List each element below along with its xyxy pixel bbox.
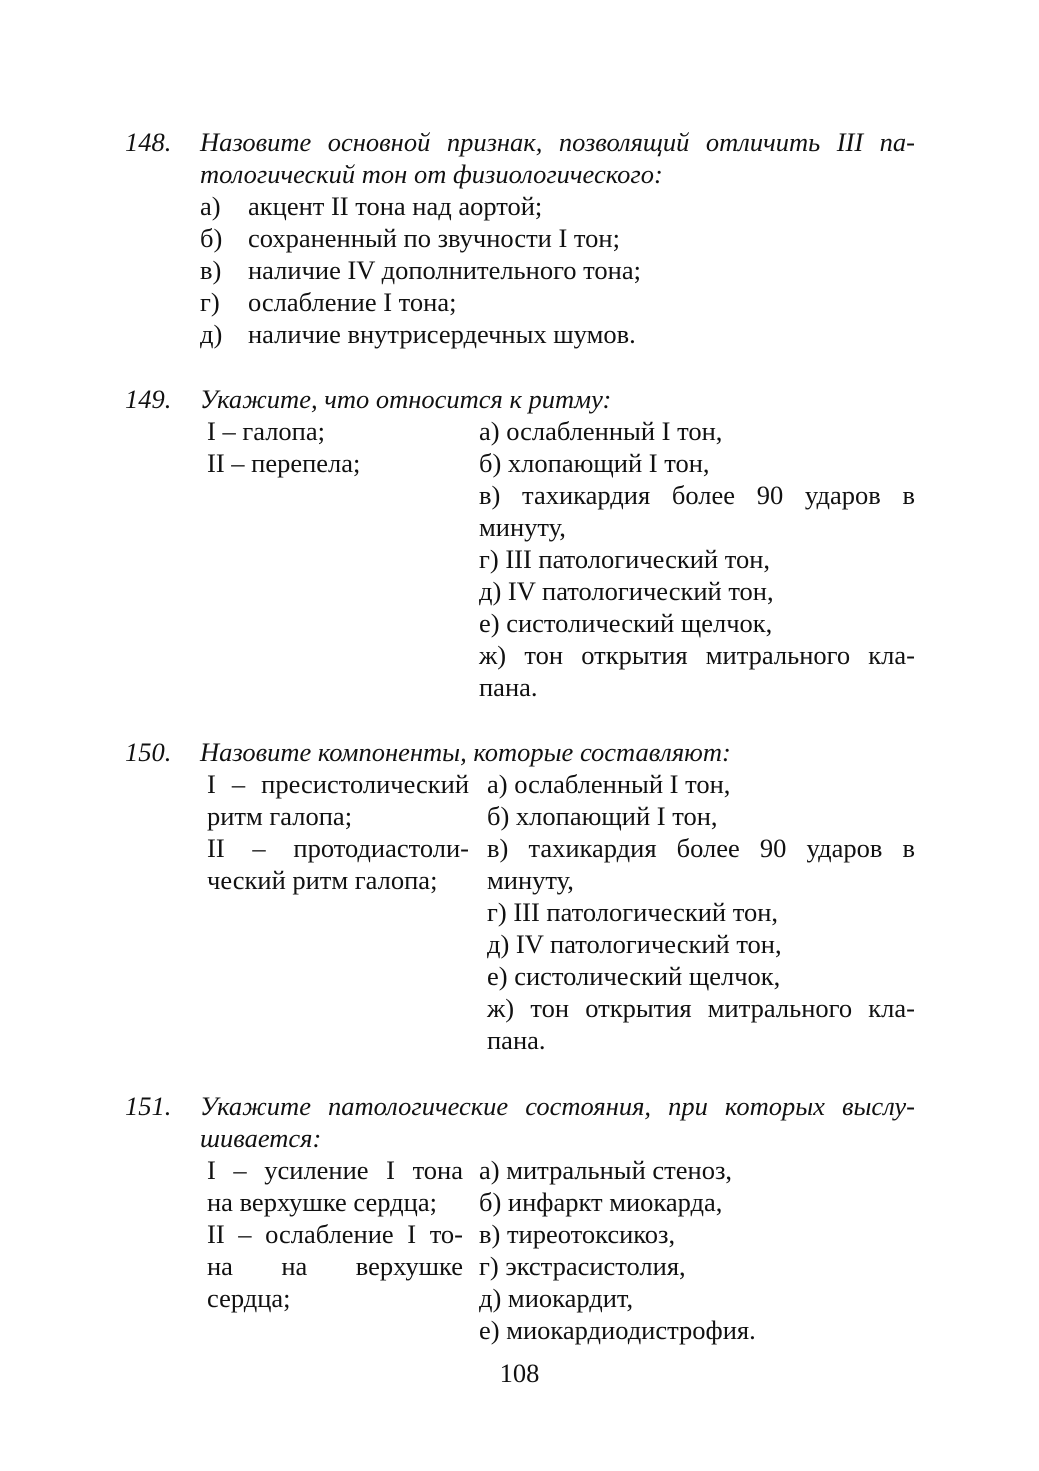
question-title-line: шивается:	[200, 1123, 322, 1153]
matching-left-item: ческий ритм галопа;	[207, 865, 438, 895]
option-text: сохраненный по звучности I тон;	[248, 223, 620, 253]
matching-left-item: II – протодиастоли-	[207, 833, 469, 863]
matching-left-column	[207, 768, 469, 1056]
question-title	[200, 736, 915, 768]
matching-option: е) систолический щелчок,	[487, 961, 781, 991]
option-letter: а)	[200, 191, 221, 221]
matching-option: а) ослабленный I тон,	[487, 769, 731, 799]
matching-option: г) III патологический тон,	[479, 544, 770, 574]
matching-option: пана.	[487, 1025, 546, 1055]
question-number: 151.	[125, 1091, 172, 1121]
answer-option	[200, 222, 915, 254]
option-text: наличие IV дополнительного тона;	[248, 255, 641, 285]
matching-right-column	[487, 768, 915, 1056]
question-number: 149.	[125, 384, 172, 414]
answer-option	[200, 190, 915, 222]
answer-option	[200, 254, 915, 286]
matching-right-column	[479, 415, 915, 703]
matching-left-item: сердца;	[207, 1283, 291, 1313]
option-letter: г)	[200, 287, 220, 317]
matching-right-column	[479, 1154, 915, 1346]
matching-left-item: I – усиление I тона	[207, 1155, 463, 1185]
matching-option: б) хлопающий I тон,	[479, 448, 710, 478]
matching-option: пана.	[479, 672, 538, 702]
matching-option: д) IV патологический тон,	[479, 576, 774, 606]
question-title-line: тологический тон от физиологического:	[200, 159, 663, 189]
matching-table	[207, 415, 915, 703]
page-number: 108	[499, 1358, 540, 1388]
question-title-line: Назовите основной признак, позволящий отличить III па-	[200, 127, 915, 157]
option-text: ослабление I тона;	[248, 287, 457, 317]
matching-option: б) инфаркт миокарда,	[479, 1187, 723, 1217]
matching-option: д) IV патологический тон,	[487, 929, 782, 959]
matching-left-item: II – ослабление I то-	[207, 1219, 463, 1249]
question-number: 150.	[125, 737, 172, 767]
matching-option: ж) тон открытия митрального кла-	[487, 993, 915, 1023]
matching-option: минуту,	[479, 512, 566, 542]
matching-option: в) тахикардия более 90 ударов в	[479, 480, 915, 510]
matching-left-item: на на верхушке	[207, 1251, 463, 1281]
question-150	[125, 736, 915, 1056]
question-title-line: Укажите патологические состояния, при которых выслу-	[200, 1091, 915, 1121]
question-148	[125, 126, 915, 350]
matching-option: в) тиреотоксикоз,	[479, 1219, 676, 1249]
matching-left-item: I – пресистолический	[207, 769, 469, 799]
matching-left-item: II – перепела;	[207, 448, 361, 478]
matching-option: г) экстрасистолия,	[479, 1251, 686, 1281]
option-text: наличие внутрисердечных шумов.	[248, 319, 636, 349]
matching-option: г) III патологический тон,	[487, 897, 778, 927]
option-text: акцент II тона над аортой;	[248, 191, 543, 221]
answer-option	[200, 286, 915, 318]
question-number: 148.	[125, 127, 172, 157]
matching-left-column	[207, 1154, 463, 1346]
matching-left-column	[207, 415, 479, 703]
matching-option: а) митральный стеноз,	[479, 1155, 733, 1185]
matching-option: б) хлопающий I тон,	[487, 801, 718, 831]
question-title	[200, 126, 915, 190]
matching-left-item: I – галопа;	[207, 416, 325, 446]
question-title	[200, 383, 915, 415]
matching-left-item: на верхушке сердца;	[207, 1187, 437, 1217]
matching-table	[207, 1154, 915, 1346]
matching-left-item: ритм галопа;	[207, 801, 353, 831]
matching-option: в) тахикардия более 90 ударов в	[487, 833, 915, 863]
question-title-line: Назовите компоненты, которые составляют:	[200, 737, 731, 767]
answer-options	[200, 190, 915, 350]
matching-option: ж) тон открытия митрального кла-	[479, 640, 915, 670]
answer-option	[200, 318, 915, 350]
matching-table	[207, 768, 915, 1056]
question-title	[200, 1090, 915, 1154]
matching-option: е) миокардиодистрофия.	[479, 1315, 756, 1345]
matching-option: е) систолический щелчок,	[479, 608, 773, 638]
option-letter: б)	[200, 223, 223, 253]
matching-option: а) ослабленный I тон,	[479, 416, 723, 446]
question-151	[125, 1090, 915, 1346]
matching-option: д) миокардит,	[479, 1283, 634, 1313]
question-149	[125, 383, 915, 703]
matching-option: минуту,	[487, 865, 574, 895]
question-title-line: Укажите, что относится к ритму:	[200, 384, 612, 414]
option-letter: д)	[200, 319, 223, 349]
option-letter: в)	[200, 255, 222, 285]
